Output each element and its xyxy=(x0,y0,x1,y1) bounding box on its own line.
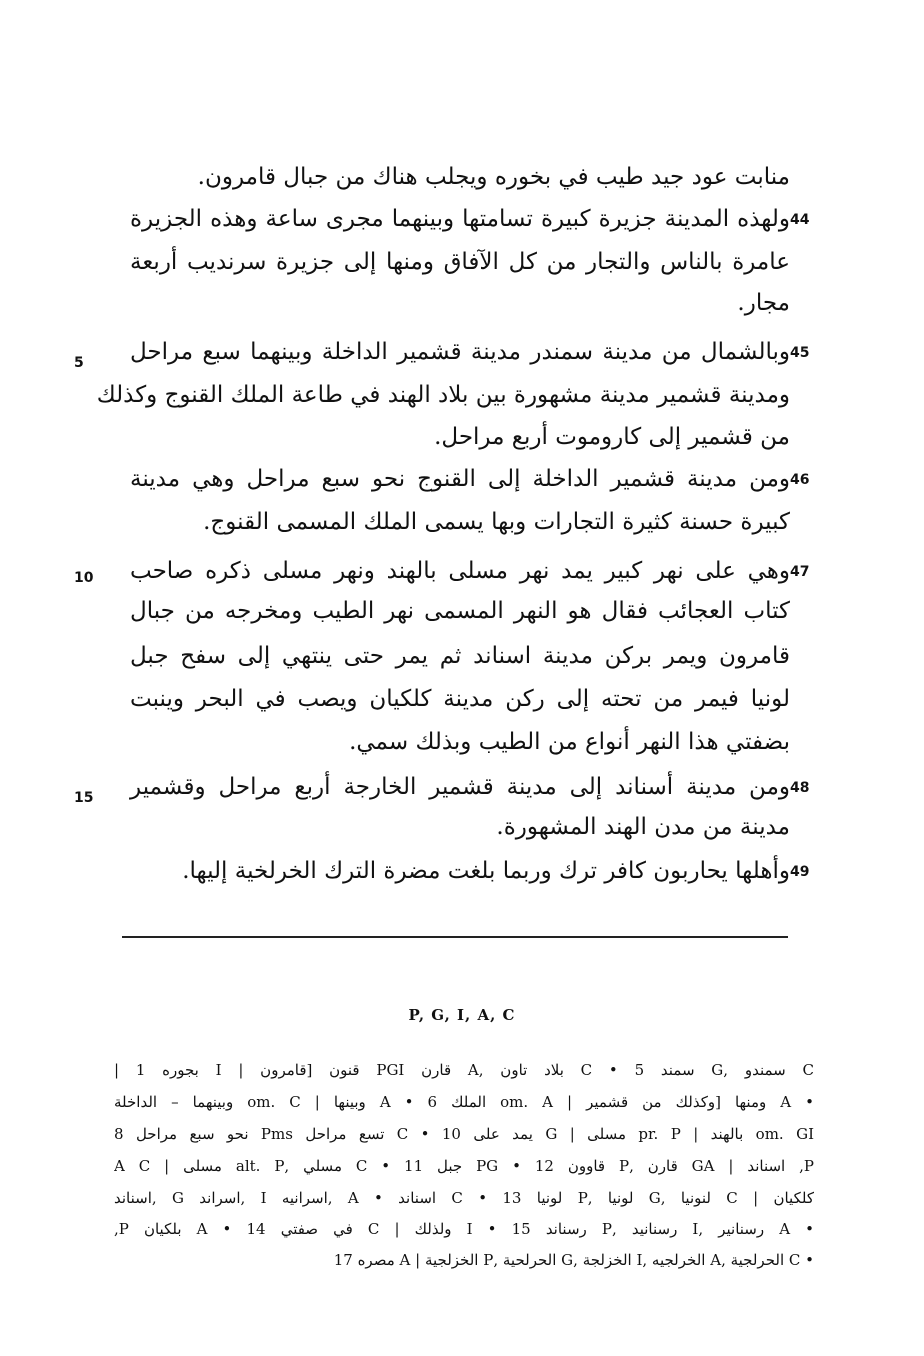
text-line: قامرون ويمر بركن مدينة اسناند ثم يمر حتى ينتهي إلى سفح جبل xyxy=(130,643,790,669)
footnote-divider xyxy=(122,936,788,938)
paragraph-number: 47 xyxy=(790,564,810,580)
text-line: ولهذه المدينة جزيرة كبيرة تسامتها وبينهما مجرى ساعة وهذه الجزيرة xyxy=(130,206,790,232)
margin-line-number: 15 xyxy=(74,790,94,806)
text-line: كبيرة حسنة كثيرة التجارات وبها يسمى الملك المسمى القنوج. xyxy=(203,509,790,535)
text-line: بضفتي هذا النهر أنواع من الطيب وبذلك سمي. xyxy=(349,729,790,755)
text-line: ومدينة قشمير مدينة مشهورة بين بلاد الهند في طاعة الملك القنوج وكذلك xyxy=(96,382,790,408)
margin-line-number: 10 xyxy=(74,570,94,586)
apparatus-line: • C الحرلجية ,A الخرلجيه ,I الخزلجة ,G الحرلحية ,P الخزلجية | A مصره 17 xyxy=(333,1251,814,1269)
apparatus-line: • A ومنها [وكذلك من قشمير | om. A الملك 6 • A وبينها | om. C وبينهما – الداخلة xyxy=(114,1093,814,1111)
text-line: ومن مدينة أسناند إلى مدينة قشمير الخارجة أربع مراحل وقشمير xyxy=(130,774,790,800)
paragraph-number: 46 xyxy=(790,472,810,488)
manuscript-sigla: P, G, I, A, C xyxy=(408,1006,516,1024)
paragraph-number: 45 xyxy=(790,345,810,361)
apparatus-line: كلكيان | C لنونيا ,G لونيا ,P لونيا 13 • C اسناند • A ,اسرانيه I ,اسراند G ,اسناند xyxy=(114,1189,814,1207)
text-line: منابت عود جيد طيب في بخوره ويجلب هناك من جبال قامرون. xyxy=(197,164,790,190)
paragraph-number: 49 xyxy=(790,864,810,880)
text-line: من قشمير إلى كاروموت أربع مراحل. xyxy=(434,424,790,450)
paragraph-number: 44 xyxy=(790,212,810,228)
margin-line-number: 5 xyxy=(74,355,84,371)
text-line: وبالشمال من مدينة سمندر مدينة قشمير الداخلة وبينهما سبع مراحل xyxy=(130,339,790,365)
text-line: كتاب العجائب فقال هو النهر المسمى نهر الطيب ومخرجه من جبال xyxy=(130,598,790,624)
paragraph-number: 48 xyxy=(790,780,810,796)
text-line: لونيا فيمر من تحته إلى ركن مدينة كلكيان ويصب في البحر وينبت xyxy=(130,686,790,712)
text-line: مدينة من مدن الهند المشهورة. xyxy=(496,814,790,840)
text-line: عامرة بالناس والتجار من كل الآفاق ومنها إلى جزيرة سرنديب أربعة xyxy=(130,249,790,275)
apparatus-line: P, اسناند | GA قارن ,P قاوون 12 • PG جبل 11 • C مسلي ,alt. P مسلى | A C xyxy=(114,1157,814,1175)
text-line: ومن مدينة قشمير الداخلة إلى القنوج نحو سبع مراحل وهي مدينة xyxy=(130,466,790,492)
text-line: وهي على نهر كبير يمد نهر مسلى بالهند ونهر مسلى ذكره صاحب xyxy=(130,558,790,584)
text-line: مجار. xyxy=(737,290,790,316)
apparatus-line: om. GI بالهند | pr. P مسلى | G يمد على 10 • C تسع مراحل Pms نحو سبع مراحل 8 xyxy=(114,1125,814,1143)
apparatus-line: • A رسنانير ,I رسنانيد ,P رسناند 15 • I ولذلك | C في صفتي 14 • A بلكيان P, xyxy=(114,1220,814,1238)
apparatus-line: C سمندو ,G سمند 5 • C بلاد تاون ,A قارن PGI قنون [قامرون | I بجوره 1 | xyxy=(114,1061,814,1079)
text-line: وأهلها يحاربون كافر ترك وربما بلغت مضرة الترك الخرلخية إليها. xyxy=(182,858,790,884)
